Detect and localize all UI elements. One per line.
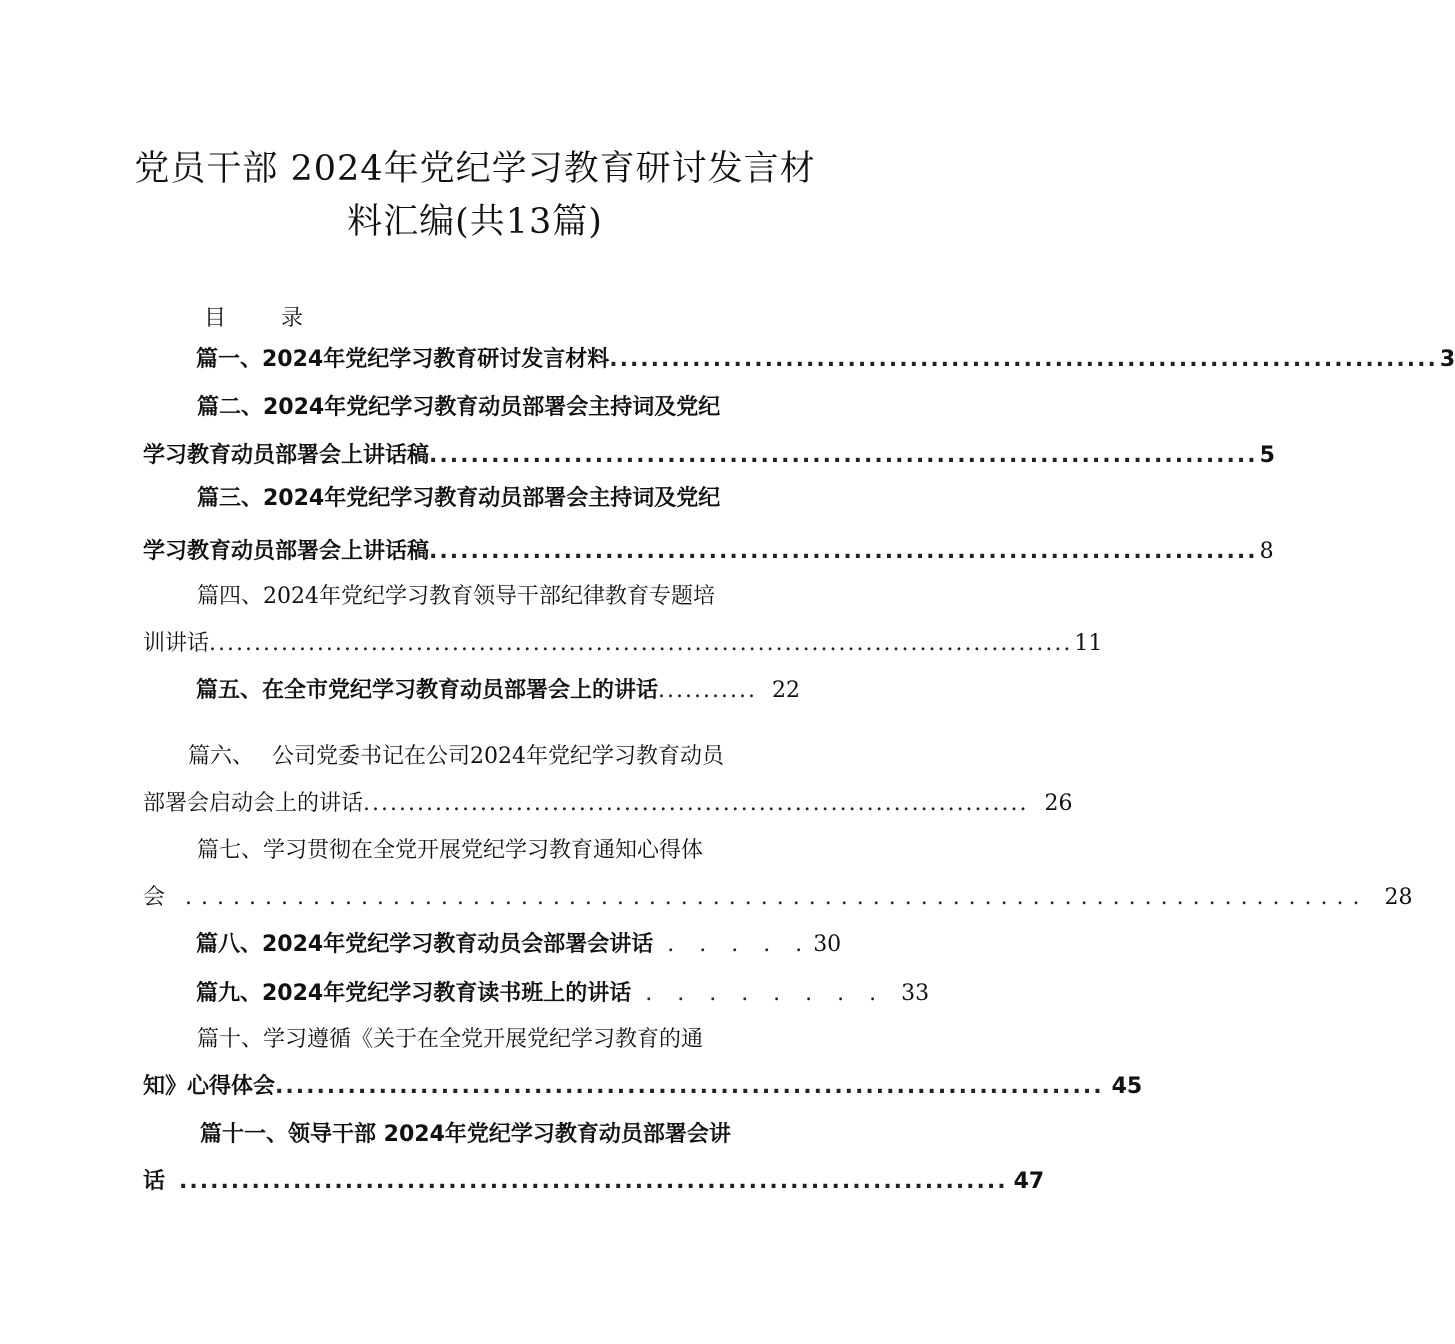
- toc-entry-10-continued[interactable]: [143, 1074, 1143, 1100]
- leader-dots: . . . . . . . .: [645, 981, 886, 1006]
- toc-entry-title: 篇四、2024年党纪学习教育领导干部纪律教育专题培: [197, 584, 715, 609]
- toc-entry-title: 篇八、2024年党纪学习教育动员会部署会讲话: [196, 932, 654, 957]
- toc-entry-title-cont: 学习教育动员部署会上讲话稿: [143, 539, 430, 564]
- document-title-line-2: 料汇编(共13篇): [347, 202, 603, 242]
- toc-heading: 目 录: [204, 306, 327, 331]
- toc-entry-title: 篇六、 公司党委书记在公司2024年党纪学习教育动员: [188, 744, 724, 769]
- toc-entry-2-continued[interactable]: [143, 443, 1275, 469]
- toc-entry-6-continued[interactable]: [143, 791, 1073, 817]
- leader-dots: ................................................................................................: [209, 631, 1073, 656]
- toc-entry-title-cont: 话: [143, 1169, 166, 1194]
- toc-entry-11-continued[interactable]: [143, 1169, 1045, 1195]
- leader-dots: ..........................................................................: [363, 791, 1029, 816]
- toc-entry-8[interactable]: [196, 932, 842, 958]
- leader-dots: ................................................................................: [609, 347, 1438, 372]
- toc-entry-7-continued[interactable]: [143, 885, 1413, 911]
- leader-dots: ................................................................................: [275, 1074, 1104, 1099]
- toc-page-number: 11: [1074, 631, 1103, 656]
- toc-entry-title: 篇三、2024年党纪学习教育动员部署会主持词及党纪: [197, 486, 721, 511]
- leader-dots: ..........................................................................: [185, 885, 1369, 910]
- toc-entry-title-cont: 训讲话: [143, 631, 210, 656]
- toc-entry-6[interactable]: [188, 744, 828, 770]
- toc-entry-title: 篇九、2024年党纪学习教育读书班上的讲话: [196, 981, 632, 1006]
- toc-entry-title: 篇十一、领导干部 2024年党纪学习教育动员部署会讲: [200, 1122, 731, 1147]
- toc-entry-3[interactable]: [197, 486, 807, 512]
- toc-entry-title: 篇一、2024年党纪学习教育研讨发言材料: [196, 347, 610, 372]
- toc-entry-4-continued[interactable]: [143, 631, 1103, 657]
- toc-entry-title: 篇二、2024年党纪学习教育动员部署会主持词及党纪: [197, 395, 721, 420]
- toc-page-number: 30: [813, 932, 842, 957]
- toc-entry-title-cont: 知》心得体会: [143, 1074, 276, 1099]
- toc-page-number: 28: [1384, 885, 1413, 910]
- toc-entry-title-cont: 学习教育动员部署会上讲话稿: [143, 443, 430, 468]
- toc-entry-title-cont: 部署会启动会上的讲话: [143, 791, 364, 816]
- toc-entry-2[interactable]: [197, 395, 807, 421]
- toc-entry-title: 篇五、在全市党纪学习教育动员部署会上的讲话: [196, 678, 659, 703]
- toc-entry-7[interactable]: [197, 838, 807, 864]
- toc-entry-11[interactable]: [200, 1122, 810, 1148]
- leader-dots: . . . . .: [667, 932, 812, 957]
- toc-page-number: 8: [1259, 539, 1274, 564]
- toc-entry-title: 篇十、学习遵循《关于在全党开展党纪学习教育的通: [197, 1027, 704, 1052]
- toc-entry-4[interactable]: [197, 584, 807, 610]
- leader-dots: ................................................................................: [429, 539, 1258, 564]
- toc-page-number: 26: [1044, 791, 1073, 816]
- toc-page-number: 45: [1111, 1074, 1143, 1099]
- leader-dots: ................................................................................: [179, 1169, 1008, 1194]
- toc-entry-5[interactable]: [196, 678, 800, 704]
- toc-entry-title: 篇七、学习贯彻在全党开展党纪学习教育通知心得体: [197, 838, 704, 863]
- leader-dots: ...........: [658, 678, 757, 703]
- toc-page-number: 5: [1259, 443, 1275, 468]
- toc-page-number: 47: [1013, 1169, 1045, 1194]
- toc-page-number: 33: [901, 981, 930, 1006]
- toc-entry-1[interactable]: [196, 347, 1455, 373]
- leader-dots: ................................................................................: [429, 443, 1258, 468]
- toc-page-number: 22: [772, 678, 800, 703]
- document-title-line-1: 党员干部 2024年党纪学习教育研讨发言材: [134, 149, 816, 189]
- toc-entry-10[interactable]: [197, 1027, 807, 1053]
- toc-entry-3-continued[interactable]: [143, 539, 1274, 565]
- toc-page-number: 3: [1439, 347, 1455, 372]
- toc-entry-9[interactable]: [196, 981, 930, 1007]
- toc-entry-title-cont: 会: [143, 885, 166, 910]
